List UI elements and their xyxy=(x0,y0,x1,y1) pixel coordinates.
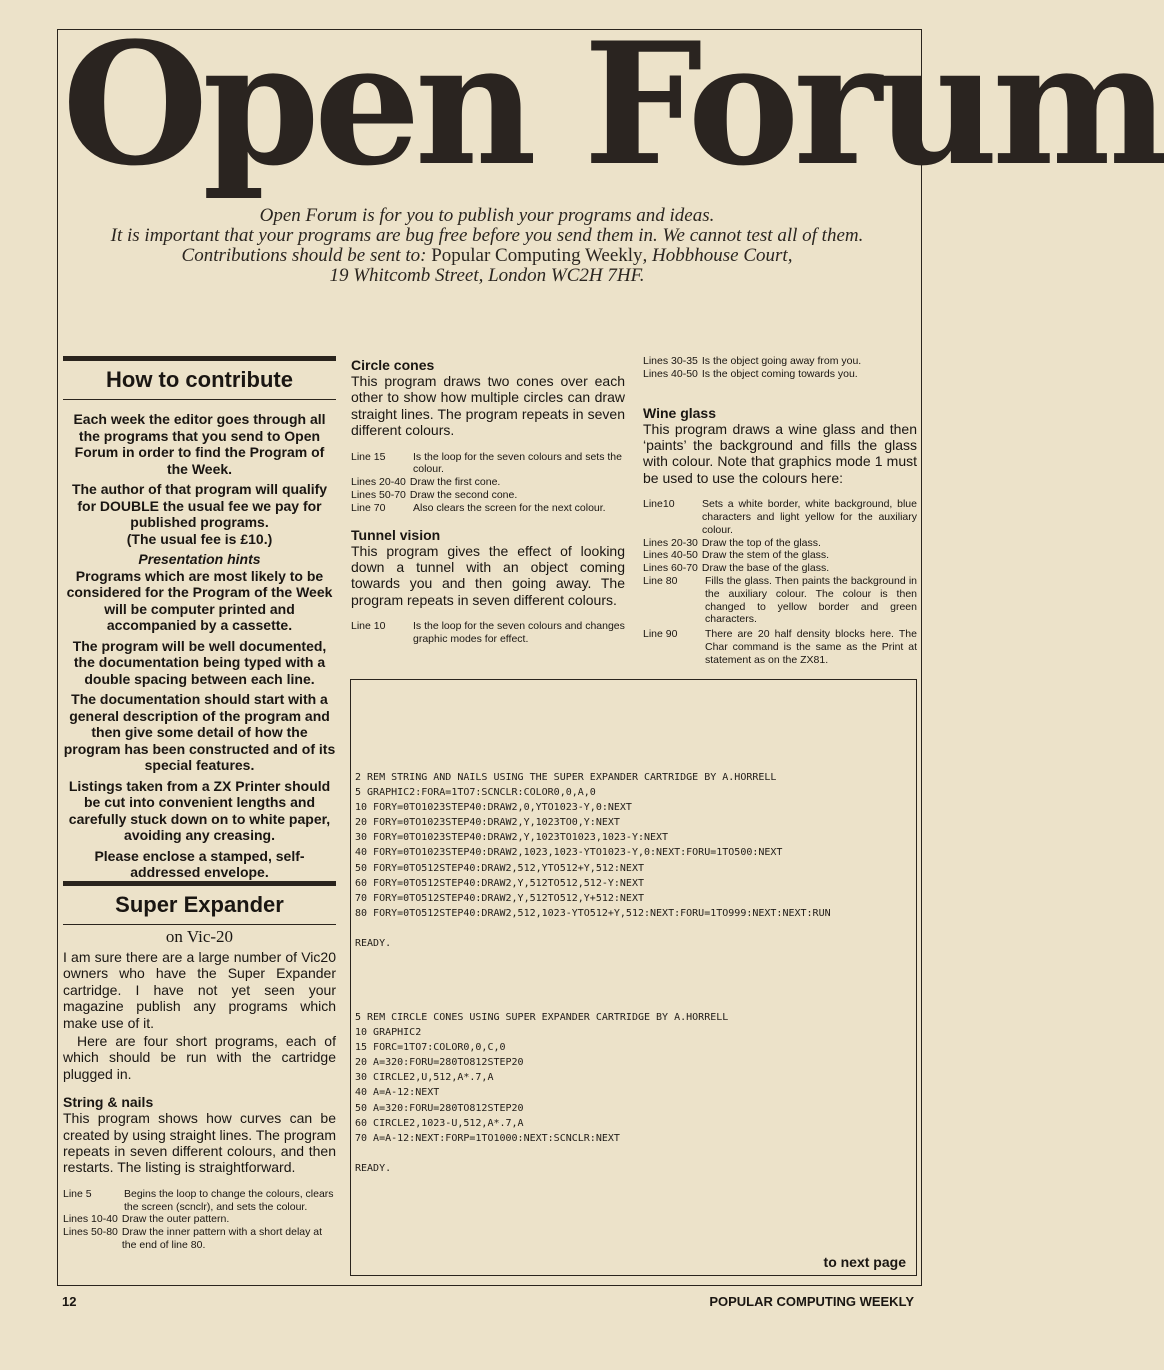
paragraph: The documentation should start with a general description of the program and then give some detail of how the program has been constructed and of its special features. xyxy=(63,691,336,773)
divider xyxy=(63,924,336,925)
circle-cones-heading: Circle cones xyxy=(351,357,435,373)
paragraph: This program gives the effect of looking down a tunnel with an object coming towards you and then going away. The program repeats in seven different colours. xyxy=(351,542,625,608)
how-to-contribute-body xyxy=(63,411,336,881)
note-row: Lines 30-35 Is the object going away from you. xyxy=(643,355,862,367)
intro-block xyxy=(62,206,912,286)
note-row: Lines 60-70 Draw the base of the glass. xyxy=(643,562,830,575)
super-expander-section xyxy=(63,881,336,1252)
divider xyxy=(63,881,336,886)
left-column xyxy=(63,356,336,885)
tunnel-vision-notes xyxy=(351,620,625,646)
divider xyxy=(63,356,336,361)
intro-line: 19 Whitcomb Street, London WC2H 7HF. xyxy=(329,265,645,286)
paragraph: I am sure there are a large number of Vic20 owners who have the Super Expander cartridge. I have not yet seen your magazine publish any programs which make use of it. xyxy=(63,949,336,1031)
paragraph: This program draws a wine glass and then ‘paints’ the background and fills the glass with colour. Note that graphics mode 1 must be used to use the colours here: xyxy=(643,420,917,486)
paragraph: Please enclose a stamped, self-addressed envelope. xyxy=(94,847,305,880)
presentation-hints-heading: Presentation hints xyxy=(138,551,261,567)
paragraph: Each week the editor goes through all the programs that you send to Open Forum in order to find the Program of the Week. xyxy=(73,411,326,477)
intro-line: Contributions should be sent to: Popular Computing Weekly, Hobbhouse Court, xyxy=(181,245,793,266)
divider xyxy=(63,399,336,400)
paragraph: The author of that program will qualify for DOUBLE the usual fee we pay for published programs. xyxy=(71,481,328,530)
paragraph: Programs which are most likely to be considered for the Program of the Week will be computer printed and accompanied by a cassette. xyxy=(66,567,333,633)
program-listing-box xyxy=(350,679,917,1276)
note-row: Lines 50-70 Draw the second cone. xyxy=(351,489,518,502)
how-to-contribute-heading: How to contribute xyxy=(106,367,293,392)
super-expander-heading: Super Expander xyxy=(115,892,284,917)
wine-glass-heading: Wine glass xyxy=(643,404,717,421)
to-next-page-label: to next page xyxy=(823,1254,906,1270)
note-row: Lines 20-30 Draw the top of the glass. xyxy=(643,536,821,549)
note-row: Line 70 Also clears the screen for the next colour. xyxy=(351,501,606,514)
magazine-footer: POPULAR COMPUTING WEEKLY xyxy=(709,1294,914,1309)
paragraph: (The usual fee is £10.) xyxy=(126,530,273,547)
string-nails-heading: String & nails xyxy=(63,1094,154,1111)
wine-glass-notes xyxy=(643,498,917,666)
tunnel-vision-notes-continued xyxy=(643,355,917,381)
note-row: Line 80 Fills the glass. Then paints the background in the auxiliary colour. The colour is then changed to yellow border and green characters. xyxy=(643,575,917,626)
note-row: Lines 50-80 Draw the inner pattern with a short delay at the end of line 80. xyxy=(63,1226,323,1252)
note-row: Line 10 Is the loop for the seven colours and changes graphic modes for effect. xyxy=(351,620,625,646)
note-row: Line10 Sets a white border, white background, blue characters and light yellow for the auxiliary colour. xyxy=(643,498,917,536)
intro-line: It is important that your programs are bug free before you send them in. We cannot test all of them. xyxy=(110,225,864,246)
paragraph: This program shows how curves can be created by using straight lines. The program repeats in seven different colours, and then restarts. The listing is straightforward. xyxy=(63,1110,336,1176)
note-row: Line 90 There are 20 half density blocks here. The Char command is the same as the Print at statement as on the ZX81. xyxy=(643,628,917,666)
super-expander-subtitle: on Vic-20 xyxy=(165,927,234,946)
page-number: 12 xyxy=(62,1294,77,1309)
note-row: Lines 40-50 Is the object coming towards you. xyxy=(643,367,858,380)
circle-cones-listing: 5 REM CIRCLE CONES USING SUPER EXPANDER CARTRIDGE BY A.HORRELL 10 GRAPHIC2 15 FORC=1TO7:COLOR0,0,C,0 20 A=320:FORU=280TO812STEP20 30 CIRCLE2,U,512,A*.7,A 40 A=A-12:NEXT 50 A=320:FORU=280TO812STEP20 60 CIRCLE2,1023-U,512,A*.7,A 70 A=A-12:NEXT:FORP=1TO1000:NEXT:SCNCLR:NEXT READY. xyxy=(355,1012,729,1174)
note-row: Lines 10-40 Draw the outer pattern. xyxy=(63,1213,230,1226)
note-row: Line 15 Is the loop for the seven colours and sets the colour. xyxy=(351,450,622,476)
tunnel-vision-heading: Tunnel vision xyxy=(351,526,441,543)
paragraph: The program will be well documented, the documentation being typed with a double spacing between each line. xyxy=(72,637,327,687)
string-nails-notes xyxy=(63,1188,336,1252)
masthead-title: Open Forum xyxy=(62,5,1164,203)
note-row: Lines 40-50 Draw the stem of the glass. xyxy=(643,549,830,562)
string-nails-listing: 2 REM STRING AND NAILS USING THE SUPER EXPANDER CARTRIDGE BY A.HORRELL 5 GRAPHIC2:FORA=1TO7:SCNCLR:COLOR0,0,A,0 10 FORY=0TO1023STEP40:DRAW2,0,YTO1023-Y,0:NEXT 20 FORY=0TO1023STEP40:DRAW2,Y,1023TO0,Y:NEXT 30 FORY=0TO1023STEP40:DRAW2,Y,1023TO1023,1023-Y:NEXT 40 FORY=0TO1023STEP40:DRAW2,1023,1023-YTO1023-Y,0:NEXT:FORU=1TO500:NEXT 50 FORY=0TO512STEP40:DRAW2,512,YTO512+Y,512:NEXT 60 FORY=0TO512STEP40:DRAW2,Y,512TO512,512-Y:NEXT 70 FORY=0TO512STEP40:DRAW2,Y,512TO512,Y+512:NEXT 80 FORY=0TO512STEP40:DRAW2,512,1023-YTO512+Y,512:NEXT:FORU=1TO999:NEXT:NEXT:RUN READY. xyxy=(355,772,831,950)
paragraph: Here are four short programs, each of which should be run with the cartridge plugged in. xyxy=(63,1033,336,1082)
paragraph: This program draws two cones over each other to show how multiple circles can draw straight lines. The program repeats in seven different colours. xyxy=(351,373,625,439)
circle-cones-notes xyxy=(351,451,625,515)
note-row: Line 5 Begins the loop to change the colours, clears the screen (scnclr), and sets the colour. xyxy=(63,1187,334,1213)
paragraph: Listings taken from a ZX Printer should be cut into convenient lengths and carefully stuck down on to white paper, avoiding any creasing. xyxy=(68,777,331,843)
intro-line: Open Forum is for you to publish your programs and ideas. xyxy=(259,205,715,226)
middle-column xyxy=(351,357,625,646)
right-column xyxy=(643,355,917,667)
note-row: Lines 20-40 Draw the first cone. xyxy=(351,476,501,489)
